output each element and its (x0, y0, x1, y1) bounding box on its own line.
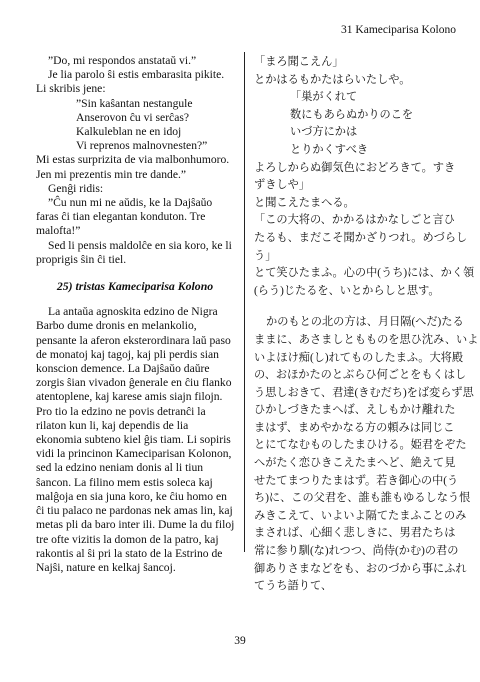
text-line: faras ĉi tian elegantan konduton. Tre (36, 210, 206, 224)
text-line: pensante la aferon eksterordinara laŭ paso (36, 333, 231, 347)
left-text-before-heading (36, 54, 234, 267)
text-line: まされば、心細く悲しきに、男君たちは (254, 527, 456, 540)
text-line: zorgis ŝian vivadon ĝenerale en ĉiu flanko (36, 376, 232, 390)
text-line: Jen mi prezentis min tre dande.” (36, 167, 187, 181)
section-heading: 25) tristas Kameciparisa Kolono (56, 279, 214, 294)
page-number: 39 (234, 635, 246, 647)
text-line: とて笑ひたまふ。心の中(うち)には、かく領 (254, 267, 475, 280)
text-line: Mi estas surprizita de via malbonhumoro. (36, 153, 230, 167)
text-line: ままに、あさましともものを思ひ沈み、いよ (254, 333, 479, 346)
text-line: とにてなむものしたまひける。姫君をぞた (254, 439, 467, 452)
text-line: とかはるもかたはらいたしや。 (254, 73, 411, 86)
text-line: Je lia parolo ŝi estis embarasita pikite. (48, 68, 225, 82)
text-line: de monatoj kaj tagoj, kaj pli perdis sian (36, 347, 219, 361)
text-line: Anserovon ĉu vi serĉas? (76, 110, 189, 124)
text-line: せたてまつりたまはず。若き御心の中(う (254, 474, 459, 487)
text-line: ひかしづきたまへば、えしもかけ離れた (254, 404, 456, 417)
text-line: vidi la princinon Kameciparisan Kolonon, (36, 447, 232, 461)
text-line: (らう)じたるを、いとからしと思す。 (254, 284, 440, 297)
text-line: ち)に、この父君を、誰も誰もゆるしなう恨 (254, 492, 471, 505)
text-line: の、おほかたのとぶらひ何ごとをもくはし (254, 369, 467, 382)
text-line: tre ofte vizitis la domon de la patro, kaj (36, 532, 219, 546)
text-line: ”Sin kaŝantan nestangule (76, 96, 193, 110)
text-line: まはず、まめやかなる方の頼みは同じこ (254, 421, 455, 434)
text-line: よろしからぬ御気色におどろきて。すき (254, 161, 456, 174)
text-line: La antaŭa agnoskita edzino de Nigra (48, 305, 218, 319)
text-line: う思しおきて、君達(きむだち)をば変らず思 (254, 386, 474, 399)
text-line: malofta!” (36, 224, 81, 238)
text-line: Barbo dume dronis en melankolio, (36, 319, 197, 333)
text-line: Vi reprenos malnovnesten?” (76, 139, 208, 153)
text-line: ĉi tiu palaco ne pardonas nek amas lin, kaj (36, 504, 233, 518)
column-divider (244, 52, 245, 552)
left-column-esperanto (36, 54, 234, 575)
running-header: 31 Kameciparisa Kolono (341, 24, 456, 36)
right-column-japanese (254, 54, 479, 596)
text-line: みきこえて、いよいよ隔てたまふことのみ (254, 509, 467, 522)
text-line: ekonomia subteno kiel ĝis tiam. Li sopiris (36, 433, 231, 447)
text-line: rakontis al ŝi pri la stato de la Estrino de (36, 546, 223, 560)
text-line: Pro tio la edzino ne povis detranĉi la (36, 404, 206, 418)
text-line: いよほけ痴(し)れてものしたまふ。大将殿 (254, 351, 464, 364)
text-line: Kalkuleblan ne en idoj (76, 125, 182, 139)
text-line: Najŝi, nature en kelkaj ŝancoj. (36, 560, 176, 574)
text-line: う」 (254, 249, 277, 262)
text-line: とりかくすべき (290, 143, 369, 156)
text-line: ”Ĉu nun mi ne aŭdis, ke la Dajŝaŭo (48, 196, 213, 210)
text-line: かのもとの北の方は、月日隔(へだ)たる (266, 316, 464, 329)
text-line: 御ありさまなどをも、おのづから事にふれ (254, 562, 467, 575)
text-line: と聞こえたまへる。 (254, 196, 355, 209)
text-line: 「まろ聞こえん」 (254, 56, 344, 68)
text-line: 数にもあらぬかりのこを (290, 108, 414, 121)
block-gap (254, 300, 454, 314)
text-line: Sed li pensis maldolĉe en sia koro, ke li (48, 238, 232, 252)
text-line: proprigis ŝin ĉi tiel. (36, 252, 127, 266)
text-line: 「巣がくれて (290, 91, 358, 104)
text-line: てうち語りて、 (254, 580, 333, 593)
text-line: ずきしや」 (254, 179, 310, 192)
left-text-after-heading (36, 305, 234, 575)
text-line: konscion demence. La Dajŝaŭo daŭre (36, 362, 210, 376)
text-line: たるも、まだこそ聞かざりつれ。めづらし (254, 231, 468, 244)
text-line: sed la edzino neniam donis al li tiun (36, 461, 204, 475)
text-line: ”Do, mi respondos anstataŭ vi.” (48, 54, 197, 67)
text-line: Genĝi ridis: (48, 181, 104, 195)
text-line: ŝancon. La filino mem estis soleca kaj (36, 475, 213, 489)
text-line: へがたく恋ひきこえたまへど、絶えて見 (254, 457, 456, 470)
right-text-block-1 (254, 54, 475, 300)
text-line: metas pli da baro inter ili. Dume la du filoj (36, 518, 235, 532)
text-line: Li skribis jene: (36, 82, 106, 96)
text-line: 常に参り馴(な)れつつ、尚侍(かむ)の君の (254, 545, 459, 558)
text-line: 「この大将の、かかるはかなしごと言ひ (254, 214, 455, 227)
text-line: atentoplene, kaj karese amis siajn filojn. (36, 390, 223, 404)
right-text-block-2 (254, 314, 479, 596)
text-line: rilaton kun li, kaj dependis de lia (36, 418, 189, 432)
text-line: いづ方にかは (290, 126, 358, 139)
text-line: malĝoja en sia juna koro, ke ĉiu homo en (36, 489, 227, 503)
